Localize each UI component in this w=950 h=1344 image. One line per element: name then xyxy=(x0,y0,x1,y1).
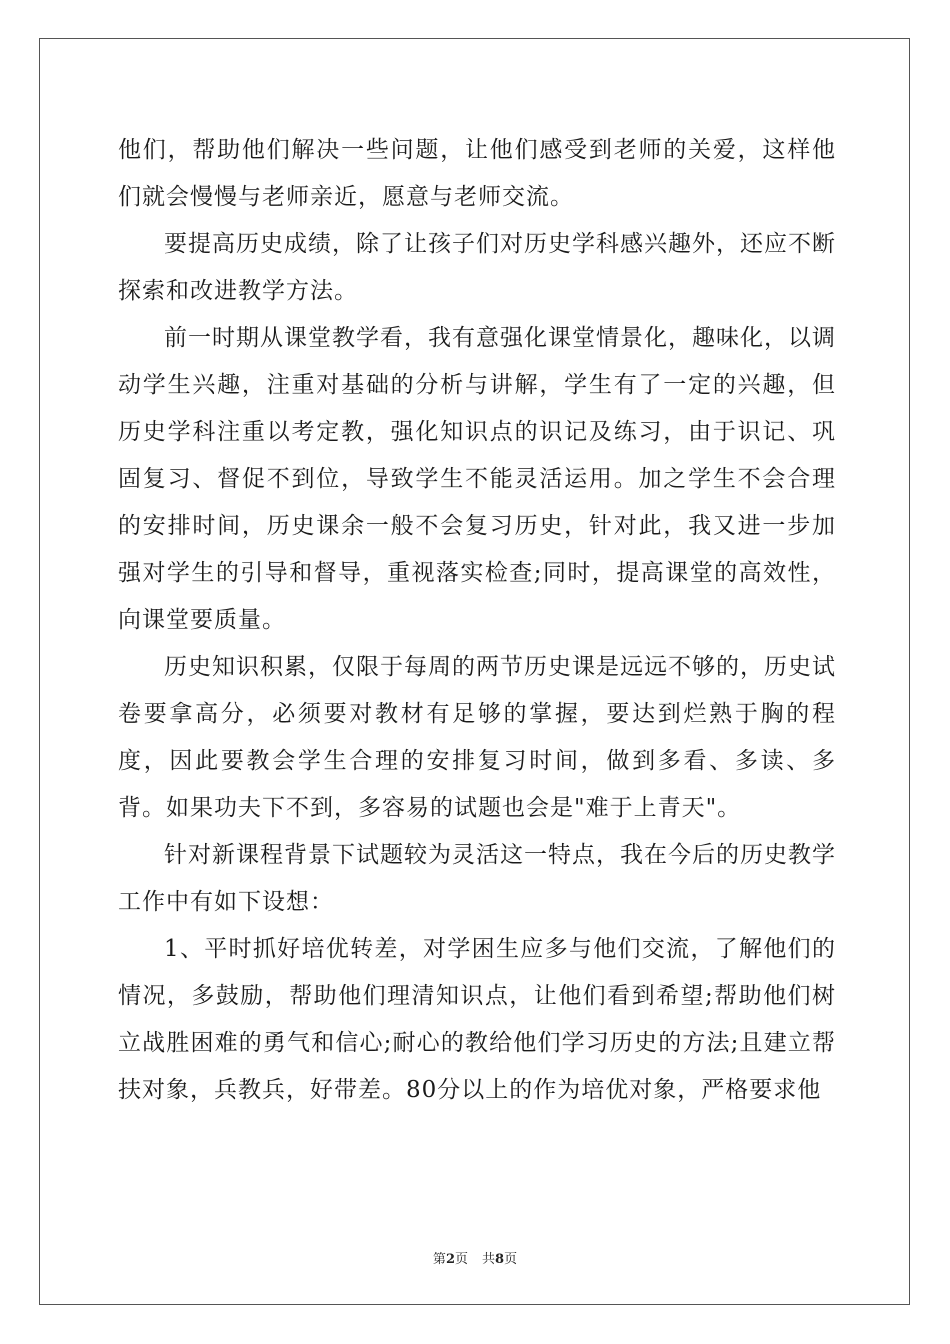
page-prefix: 第 xyxy=(432,1252,446,1267)
paragraph: 前一时期从课堂教学看，我有意强化课堂情景化，趣味化，以调动学生兴趣，注重对基础的分析与讲解，学生有了一定的兴趣，但历史学科注重以考定教，强化知识点的识记及练习，由于识记、巩固复习、督促不到位，导致学生不能灵活运用。加之学生不会合理的安排时间，历史课余一般不会复习历史，针对此，我又进一步加强对学生的引导和督导，重视落实检查;同时，提高课堂的高效性，向课堂要质量。 xyxy=(118,325,836,633)
paragraph: 1、平时抓好培优转差，对学困生应多与他们交流，了解他们的情况，多鼓励，帮助他们理清知识点，让他们看到希望;帮助他们树立战胜困难的勇气和信心;耐心的教给他们学习历史的方法;且建立帮扶对象，兵教兵，好带差。80分以上的作为培优对象，严格要求他 xyxy=(118,936,836,1103)
page-footer xyxy=(0,1248,950,1267)
document-body xyxy=(118,127,836,1114)
paragraph-continuation: 他们，帮助他们解决一些问题，让他们感受到老师的关爱，这样他们就会慢慢与老师亲近，愿意与老师交流。 xyxy=(118,137,836,210)
paragraph: 针对新课程背景下试题较为灵活这一特点，我在今后的历史教学工作中有如下设想： xyxy=(118,842,836,915)
paragraph: 要提高历史成绩，除了让孩子们对历史学科感兴趣外，还应不断探索和改进教学方法。 xyxy=(118,231,836,304)
paragraph: 历史知识积累，仅限于每周的两节历史课是远远不够的，历史试卷要拿高分，必须要对教材有足够的掌握，要达到烂熟于胸的程度，因此要教会学生合理的安排复习时间，做到多看、多读、多背。如果功夫下不到，多容易的试题也会是"难于上青天"。 xyxy=(118,654,836,821)
total-suffix: 页 xyxy=(504,1252,518,1267)
page-suffix: 页 xyxy=(454,1252,468,1267)
total-prefix: 共 xyxy=(482,1252,496,1267)
current-page-number: 2 xyxy=(445,1252,455,1267)
total-page-number: 8 xyxy=(495,1252,505,1267)
